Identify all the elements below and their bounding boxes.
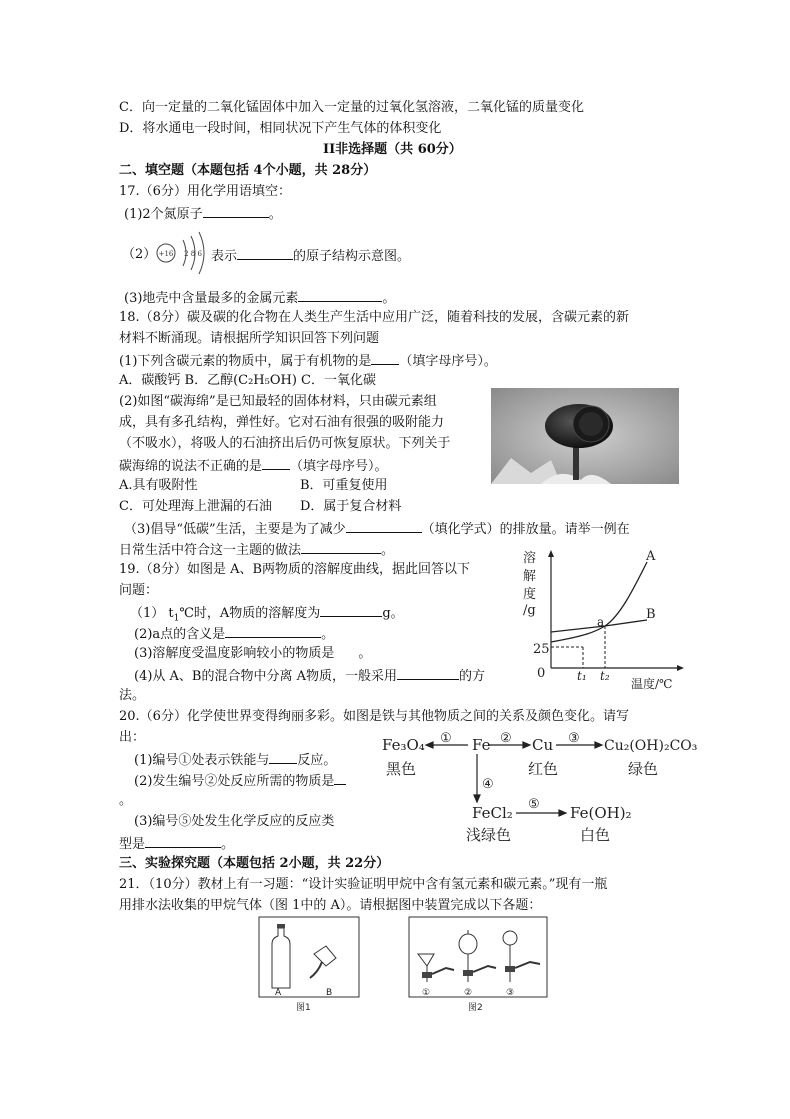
q19-title-2: 问题： [119, 583, 159, 598]
q17-part2-label: （2） [122, 247, 157, 262]
q17-part2-text: 表示 [211, 249, 238, 264]
x-axis-arrow [677, 665, 684, 671]
answer-blank[interactable] [237, 246, 293, 260]
q18-part3-end: 。 [381, 543, 395, 558]
series-a-label: A [646, 549, 656, 564]
atom-structure-diagram [153, 230, 211, 276]
q20-title: 20.（6分）化学使世界变得绚丽多彩。如图是铁与其他物质之间的关系及颜色变化。请写 [119, 709, 629, 724]
ylabel-2: 解 [523, 569, 537, 584]
tube-1 [432, 968, 454, 974]
ylabel-4: /g [523, 603, 536, 618]
fe-label: Fe [472, 736, 491, 754]
q20-part3: (3)编号⑤处发生化学反应的反应类 [134, 814, 335, 829]
answer-blank[interactable] [298, 288, 382, 302]
q17-title: 17.（6分）用化学用语填空： [119, 184, 291, 199]
q19-part3 [134, 645, 371, 663]
q19-part4-text: (4)从 A、B的混合物中分离 A物质，一般采用 [134, 669, 398, 684]
arrow-2-head [523, 742, 530, 748]
answer-blank[interactable] [334, 771, 346, 785]
funnel [418, 954, 434, 966]
q17-part2-end: 的原子结构示意图。 [293, 249, 411, 264]
feoh2-label: Fe(OH)₂ [570, 804, 632, 822]
q18-part1-text: (1)下列含碳元素的物质中，属于有机物的是 [119, 354, 372, 369]
q20-part2-text: (2)发生编号②处反应所需的物质是 [134, 774, 335, 789]
label-3: ③ [506, 988, 515, 998]
section-2-title: 二、填空题（本题包括 4个小题，共 28分） [119, 163, 377, 178]
q17-part3-end: 。 [382, 291, 396, 306]
figure-2-caption: 图2 [468, 1003, 483, 1013]
q18-title-2: 材料不断涌现。请根据所学知识回答下列问题 [119, 331, 380, 346]
q18-part2-line2: 成，具有多孔结构，弹性好。它对石油有很强的吸附能力 [119, 415, 445, 430]
answer-blank[interactable] [225, 624, 321, 638]
arrow-1-head [426, 742, 433, 748]
arrow-3-number: ③ [568, 731, 580, 746]
option-c: C．向一定量的二氧化锰固体中加入一定量的过氧化氢溶液，二氧化锰的质量变化 [119, 100, 584, 115]
red-label: 红色 [528, 760, 559, 778]
arrow-5-head [559, 810, 566, 816]
q19-title: 19.（8分）如图是 A、B两物质的溶解度曲线，据此回答以下 [119, 562, 471, 577]
y-axis-arrow [548, 550, 554, 557]
label-2: ② [464, 988, 473, 998]
q18-option-b: B．可重复使用 [300, 478, 388, 493]
answer-blank[interactable] [269, 750, 297, 764]
q19-part4-text-2: 的方 [459, 669, 486, 684]
arrow-4-number: ④ [482, 777, 494, 792]
bulb [503, 931, 517, 945]
label-a: A [275, 988, 282, 998]
bottle-cap [277, 924, 285, 928]
q20-part1-end: 反应。 [297, 753, 337, 768]
q20-part2 [134, 771, 346, 791]
q18-part3-line2 [119, 540, 394, 560]
q21-title: 21．（10分）教材上有一习题：“设计实验证明甲烷中含有氢元素和碳元素。”现有一瓶 [119, 877, 608, 892]
glass-plate [314, 946, 336, 966]
carbon-sponge-photo [491, 388, 679, 484]
light-green-label: 浅绿色 [466, 826, 512, 844]
tube [310, 962, 322, 978]
point-a-label: a [597, 615, 605, 629]
q19-part2-text: (2)a点的含义是 [134, 627, 226, 642]
origin-label: 0 [537, 666, 546, 681]
x-axis-label: 温度/℃ [631, 677, 673, 690]
black-label: 黑色 [386, 760, 417, 778]
section-3-title: 三、实验探究题（本题包括 2小题，共 22分） [119, 856, 390, 871]
q19-part1: （1） $t_1℃$时，A物质的溶解度为 g。 [130, 603, 404, 628]
stopper-2 [463, 970, 473, 976]
q18-part3-text: （3)倡导“低碳”生活，主要是为了减少 [124, 522, 346, 537]
q21-title-2: 用排水法收集的甲烷气体（图 1中的 A）。请根据图中装置完成以下各题： [119, 898, 542, 913]
q18-part3-line1 [124, 519, 630, 539]
white-label: 白色 [580, 826, 611, 844]
q19-part1-text: （1） t [130, 606, 174, 621]
q20-part2-end: 。 [119, 793, 133, 808]
label-1: ① [422, 988, 431, 998]
q18-part2-text: 碳海绵的说法不正确的是 [119, 459, 263, 474]
q19-part4 [134, 666, 485, 686]
series-b-label: B [646, 607, 656, 622]
q19-part3-end: 。 [358, 646, 372, 661]
fe3o4-label: Fe₃O₄ [382, 736, 425, 754]
t2-label: t₂ [600, 669, 610, 683]
answer-blank[interactable] [371, 351, 399, 365]
q18-part3-text-3: 日常生活中符合这一主题的做法 [119, 543, 302, 558]
atom-shells-label: 2 8 6 [184, 250, 202, 258]
q19-part1-text-2: ℃时，A物质的溶解度为 [179, 606, 321, 621]
fecl2-label: FeCl₂ [472, 804, 513, 822]
q19-part2 [134, 624, 334, 644]
q18-title: 18.（8分）碳及碳的化合物在人类生产生活中应用广泛，随着科技的发展，含碳元素的新 [119, 310, 629, 325]
q20-part1 [134, 750, 336, 770]
figure-2-frame [409, 917, 547, 997]
q18-part1 [119, 351, 497, 371]
q18-part2-line3: （不吸水），将吸人的石油挤出后仍可恢复原状。下列关于 [119, 436, 451, 451]
q19-part1-end: g。 [382, 606, 404, 621]
q19-part4-end: 法。 [119, 688, 146, 703]
iron-relation-diagram [380, 728, 700, 848]
gas-bottle [272, 928, 290, 988]
q18-part1-options: A．碳酸钙 B．乙醇(C₂H₅OH) C．一氧化碳 [119, 373, 376, 388]
stopper-3 [505, 966, 515, 972]
stopper-1 [422, 972, 432, 978]
arrow-4-head [474, 795, 480, 802]
figure-1 [258, 916, 368, 1014]
figure-1-caption: 图1 [296, 1003, 311, 1013]
ylabel-3: 度 [523, 587, 537, 602]
figure-1-frame [259, 917, 359, 997]
answer-blank[interactable] [203, 204, 269, 218]
tube-2 [473, 966, 496, 972]
answer-blank[interactable] [320, 603, 382, 617]
q17-part3 [124, 288, 395, 308]
q17-part2 [211, 246, 410, 266]
section-ii-title: II非选择题（共 60分） [323, 142, 462, 157]
answer-blank[interactable] [145, 834, 221, 848]
solubility-chart [515, 540, 690, 690]
atom-nucleus-label: +16 [158, 250, 174, 258]
y-tick-25: 25 [533, 642, 550, 657]
answer-blank[interactable] [301, 540, 381, 554]
q17-part1-end: 。 [268, 207, 282, 222]
q20-part1-text: (1)编号①处表示铁能与 [134, 753, 270, 768]
ylabel-1: 溶 [523, 551, 537, 566]
q18-part2-line1: (2)如图“碳海绵”是已知最轻的固体材料，只由碳元素组 [119, 394, 437, 409]
option-d: D．将水通电一段时间，相同状况下产生气体的体积变化 [119, 121, 442, 136]
arrow-5-number: ⑤ [528, 797, 540, 812]
q18-part2-end: （填字母序号）。 [290, 459, 388, 474]
q19-part3-text: (3)溶解度受温度影响较小的物质是 [134, 646, 335, 661]
q20-title-2: 出： [119, 730, 146, 745]
q20-part3-line2 [119, 834, 234, 854]
t1-label: t₁ [577, 669, 587, 683]
q19-part2-end: 。 [321, 627, 335, 642]
tube-3 [515, 962, 540, 968]
answer-blank[interactable] [262, 456, 290, 470]
q18-part3-text-2: （填化学式）的排放量。请举一例在 [421, 522, 630, 537]
green-label: 绿色 [628, 760, 659, 778]
q17-part3-text: (3)地壳中含量最多的金属元素 [124, 291, 299, 306]
q18-option-c: C．可处理海上泄漏的石油 [119, 499, 272, 514]
q18-part2-line4 [119, 456, 388, 476]
q20-part3-end: 。 [221, 837, 235, 852]
cu-label: Cu [532, 736, 554, 754]
arrow-2-number: ② [500, 731, 512, 746]
q17-part1 [124, 204, 282, 224]
arrow-3-head [595, 742, 602, 748]
answer-blank[interactable] [397, 666, 459, 680]
cu2oh2co3-label: Cu₂(OH)₂CO₃ [604, 738, 698, 754]
q20-part3-text: 型是 [119, 837, 146, 852]
answer-blank[interactable] [346, 519, 422, 533]
q17-part1-text: (1)2个氮原子 [124, 207, 203, 222]
label-b: B [326, 988, 333, 998]
q18-option-d: D．属于复合材料 [300, 499, 402, 514]
figure-2 [408, 916, 552, 1014]
arrow-1-number: ① [440, 731, 452, 746]
separatory-funnel [459, 934, 477, 954]
q18-option-a: A.具有吸附性 [119, 478, 198, 493]
q18-part1-end: （填字母序号）。 [399, 354, 497, 369]
